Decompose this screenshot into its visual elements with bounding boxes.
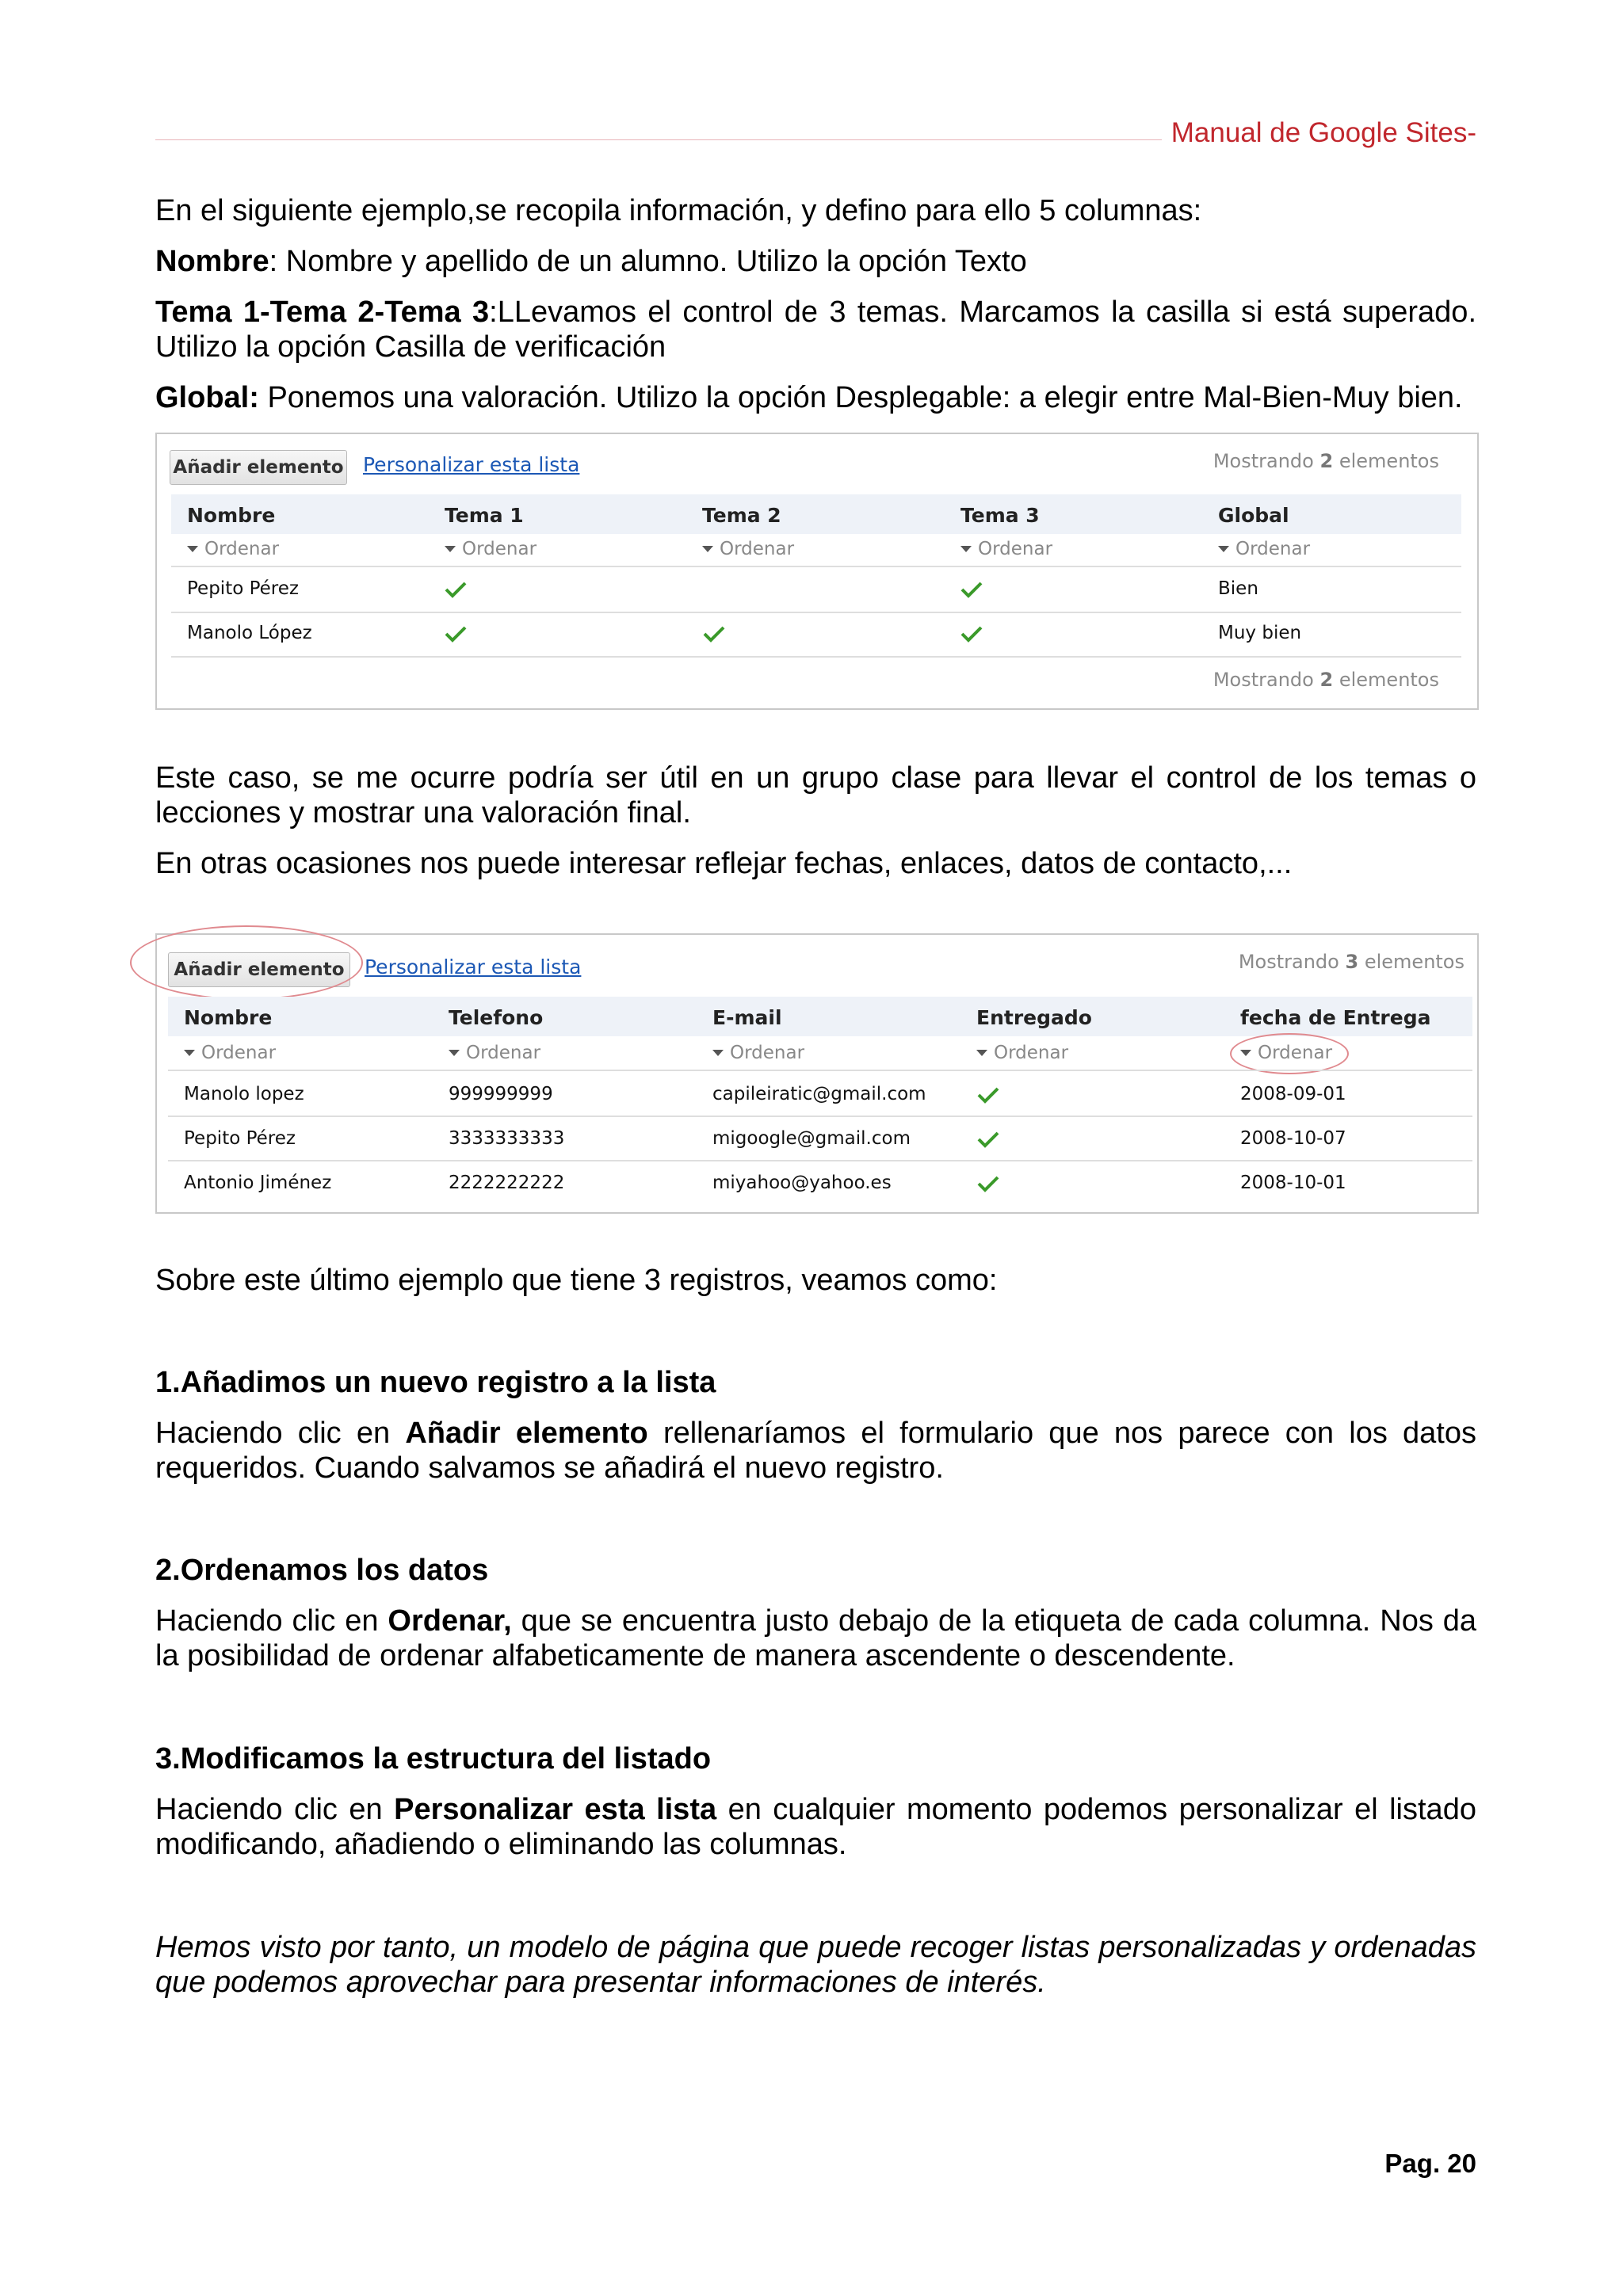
- step-2-section: [155, 1553, 1476, 1673]
- sort-label: Ordenar: [730, 1043, 805, 1063]
- sort-arrow-icon: [184, 1050, 195, 1056]
- highlight-ellipse: [1230, 1033, 1349, 1074]
- cell-fecha: 2008-10-01: [1240, 1173, 1346, 1193]
- bold-term: Nombre: [155, 245, 269, 278]
- paragraph-text: que se encuentra justo debajo de la etiqueta de cada columna. Nos da la posibilidad de ordenar alfabeticamente de manera ascendente o descendente.: [155, 1604, 1476, 1672]
- sort-label: Ordenar: [994, 1043, 1069, 1063]
- header-rule: [155, 139, 1162, 140]
- showing-label: Mostrando: [1238, 951, 1339, 973]
- sort-arrow-icon: [702, 546, 713, 552]
- column-header-global[interactable]: Global: [1218, 504, 1289, 527]
- check-icon: [976, 1174, 1000, 1193]
- sort-control-email[interactable]: [712, 1043, 804, 1063]
- sort-control-nombre[interactable]: [187, 539, 279, 559]
- showing-label: Mostrando: [1212, 669, 1314, 691]
- table-header: [168, 997, 1472, 1036]
- divider: [168, 1116, 1472, 1117]
- items-count-bottom: [1213, 669, 1439, 691]
- column-header-entregado[interactable]: Entregado: [976, 1006, 1092, 1029]
- showing-count: 3: [1345, 951, 1359, 973]
- paragraph-text: Haciendo clic en: [155, 1417, 406, 1450]
- sort-label: Ordenar: [1235, 539, 1311, 559]
- steps-intro: Sobre este último ejemplo que tiene 3 registros, veamos como:: [155, 1264, 998, 1297]
- cell-telefono: 2222222222: [449, 1173, 565, 1193]
- paragraph-text: en cualquier momento podemos personalizar el listado modificando, añadiendo o eliminando las columnas.: [155, 1793, 1476, 1861]
- sort-label: Ordenar: [720, 539, 795, 559]
- sort-control-entregado[interactable]: [976, 1043, 1068, 1063]
- intro-paragraph-4: [155, 380, 1476, 415]
- column-header-tema-2[interactable]: Tema 2: [702, 504, 781, 527]
- intro-section: [155, 193, 1476, 415]
- check-icon: [444, 624, 468, 643]
- sort-control-tema-1[interactable]: [445, 539, 537, 559]
- conclusion-section: [155, 1930, 1476, 2000]
- showing-suffix: elementos: [1364, 951, 1465, 973]
- middle-paragraph-2: En otras ocasiones nos puede interesar reflejar fechas, enlaces, datos de contacto,...: [155, 847, 1293, 880]
- cell-nombre: Manolo lopez: [184, 1084, 304, 1104]
- check-icon: [976, 1085, 1000, 1104]
- paragraph-text: Haciendo clic en: [155, 1604, 388, 1638]
- step-1-title: 1.Añadimos un nuevo registro a la lista: [155, 1366, 716, 1399]
- showing-suffix: elementos: [1338, 450, 1439, 472]
- paragraph-text: : Nombre y apellido de un alumno. Utilizo la opción Texto: [269, 245, 1027, 278]
- bold-term: Tema 1-Tema 2-Tema 3: [155, 296, 490, 329]
- column-header-email[interactable]: E-mail: [712, 1006, 782, 1029]
- sort-control-tema-2[interactable]: [702, 539, 794, 559]
- sort-arrow-icon: [187, 546, 198, 552]
- bold-term: Añadir elemento: [405, 1417, 648, 1450]
- divider: [171, 656, 1461, 658]
- step-2-title: 2.Ordenamos los datos: [155, 1554, 489, 1587]
- step-2-text: [155, 1604, 1476, 1673]
- sort-row: [171, 534, 1461, 566]
- check-icon: [444, 580, 468, 599]
- cell-telefono: 999999999: [449, 1084, 553, 1104]
- sort-label: Ordenar: [1258, 1043, 1333, 1063]
- add-item-button[interactable]: Añadir elemento: [168, 952, 350, 987]
- bold-term: Personalizar esta lista: [394, 1793, 717, 1826]
- cell-global: Bien: [1218, 578, 1258, 599]
- intro-paragraph-1: En el siguiente ejemplo,se recopila información, y defino para ello 5 columnas:: [155, 194, 1202, 227]
- sort-arrow-icon: [449, 1050, 460, 1056]
- column-header-nombre[interactable]: Nombre: [187, 504, 276, 527]
- bold-term: Ordenar,: [388, 1604, 512, 1638]
- sort-arrow-icon: [445, 546, 456, 552]
- divider: [171, 612, 1461, 613]
- items-count-top: [1213, 450, 1439, 472]
- paragraph-text: Ponemos una valoración. Utilizo la opción Desplegable: a elegir entre Mal-Bien-Muy bien.: [258, 381, 1463, 414]
- page-number: Pag. 20: [1384, 2149, 1476, 2178]
- showing-label: Mostrando: [1212, 450, 1314, 472]
- column-header-tema-3[interactable]: Tema 3: [960, 504, 1040, 527]
- cell-nombre: Pepito Pérez: [184, 1128, 296, 1149]
- cell-nombre: Manolo López: [187, 623, 312, 643]
- middle-paragraph-1: Este caso, se me ocurre podría ser útil en un grupo clase para llevar el control de los temas o lecciones y mostrar una valoración final.: [155, 761, 1476, 830]
- sort-control-tema-3[interactable]: [960, 539, 1052, 559]
- sort-label: Ordenar: [466, 1043, 541, 1063]
- sort-arrow-icon: [1218, 546, 1229, 552]
- showing-count: 2: [1319, 450, 1334, 472]
- bold-term: Global:: [155, 381, 259, 414]
- sort-control-telefono[interactable]: [449, 1043, 540, 1063]
- header-title: Manual de Google Sites-: [1170, 117, 1476, 148]
- steps-intro-section: [155, 1263, 1476, 1298]
- step-1-text: [155, 1416, 1476, 1486]
- paragraph-text: :LLevamos el control de 3 temas. Marcamos la casilla si está superado. Utilizo la opción Casilla de verificación: [155, 296, 1476, 364]
- list-widget-2: [155, 933, 1479, 1214]
- cell-email: capileiratic@gmail.com: [712, 1084, 926, 1104]
- check-icon: [960, 580, 983, 599]
- cell-fecha: 2008-09-01: [1240, 1084, 1346, 1104]
- intro-paragraph-2: [155, 244, 1476, 279]
- customize-list-link[interactable]: Personalizar esta lista: [363, 453, 580, 476]
- divider: [168, 1160, 1472, 1161]
- list-widget-1: [155, 433, 1479, 710]
- column-header-tema-1[interactable]: Tema 1: [445, 504, 524, 527]
- middle-section: [155, 761, 1476, 881]
- sort-control-global[interactable]: [1218, 539, 1310, 559]
- sort-label: Ordenar: [204, 539, 280, 559]
- cell-nombre: Pepito Pérez: [187, 578, 299, 599]
- table-header: [171, 494, 1461, 534]
- conclusion-text: Hemos visto por tanto, un modelo de página que puede recoger listas personalizadas y ordenadas que podemos aprovechar para presentar informaciones de interés.: [155, 1931, 1476, 1999]
- paragraph-text: Haciendo clic en: [155, 1793, 395, 1826]
- cell-fecha: 2008-10-07: [1240, 1128, 1346, 1149]
- cell-nombre: Antonio Jiménez: [184, 1173, 332, 1193]
- check-icon: [960, 624, 983, 643]
- step-1-section: [155, 1365, 1476, 1486]
- paragraph-text: rellenaríamos el formulario que nos parece con los datos requeridos. Cuando salvamos se añadirá el nuevo registro.: [155, 1417, 1477, 1485]
- sort-label: Ordenar: [201, 1043, 277, 1063]
- cell-email: miyahoo@yahoo.es: [712, 1173, 892, 1193]
- intro-paragraph-3: [155, 295, 1476, 364]
- sort-arrow-icon: [712, 1050, 724, 1056]
- column-header-telefono[interactable]: Telefono: [449, 1006, 544, 1029]
- items-count-top: [1239, 951, 1465, 973]
- add-item-button[interactable]: Añadir elemento: [170, 450, 347, 485]
- divider: [171, 566, 1461, 567]
- divider: [168, 1070, 1472, 1071]
- column-header-fecha-de-entrega[interactable]: fecha de Entrega: [1240, 1006, 1431, 1029]
- cell-telefono: 3333333333: [449, 1128, 565, 1149]
- highlight-ellipse: [130, 925, 363, 1000]
- check-icon: [976, 1130, 1000, 1149]
- showing-count: 2: [1319, 669, 1334, 691]
- step-3-text: [155, 1792, 1476, 1862]
- customize-list-link[interactable]: Personalizar esta lista: [365, 955, 582, 978]
- cell-global: Muy bien: [1218, 623, 1302, 643]
- cell-email: migoogle@gmail.com: [712, 1128, 911, 1149]
- sort-arrow-icon: [960, 546, 972, 552]
- sort-label: Ordenar: [462, 539, 537, 559]
- step-3-section: [155, 1741, 1476, 1862]
- check-icon: [702, 624, 726, 643]
- step-3-title: 3.Modificamos la estructura del listado: [155, 1742, 712, 1775]
- sort-control-nombre[interactable]: [184, 1043, 276, 1063]
- column-header-nombre[interactable]: Nombre: [184, 1006, 273, 1029]
- sort-label: Ordenar: [978, 539, 1053, 559]
- showing-suffix: elementos: [1338, 669, 1439, 691]
- sort-arrow-icon: [976, 1050, 987, 1056]
